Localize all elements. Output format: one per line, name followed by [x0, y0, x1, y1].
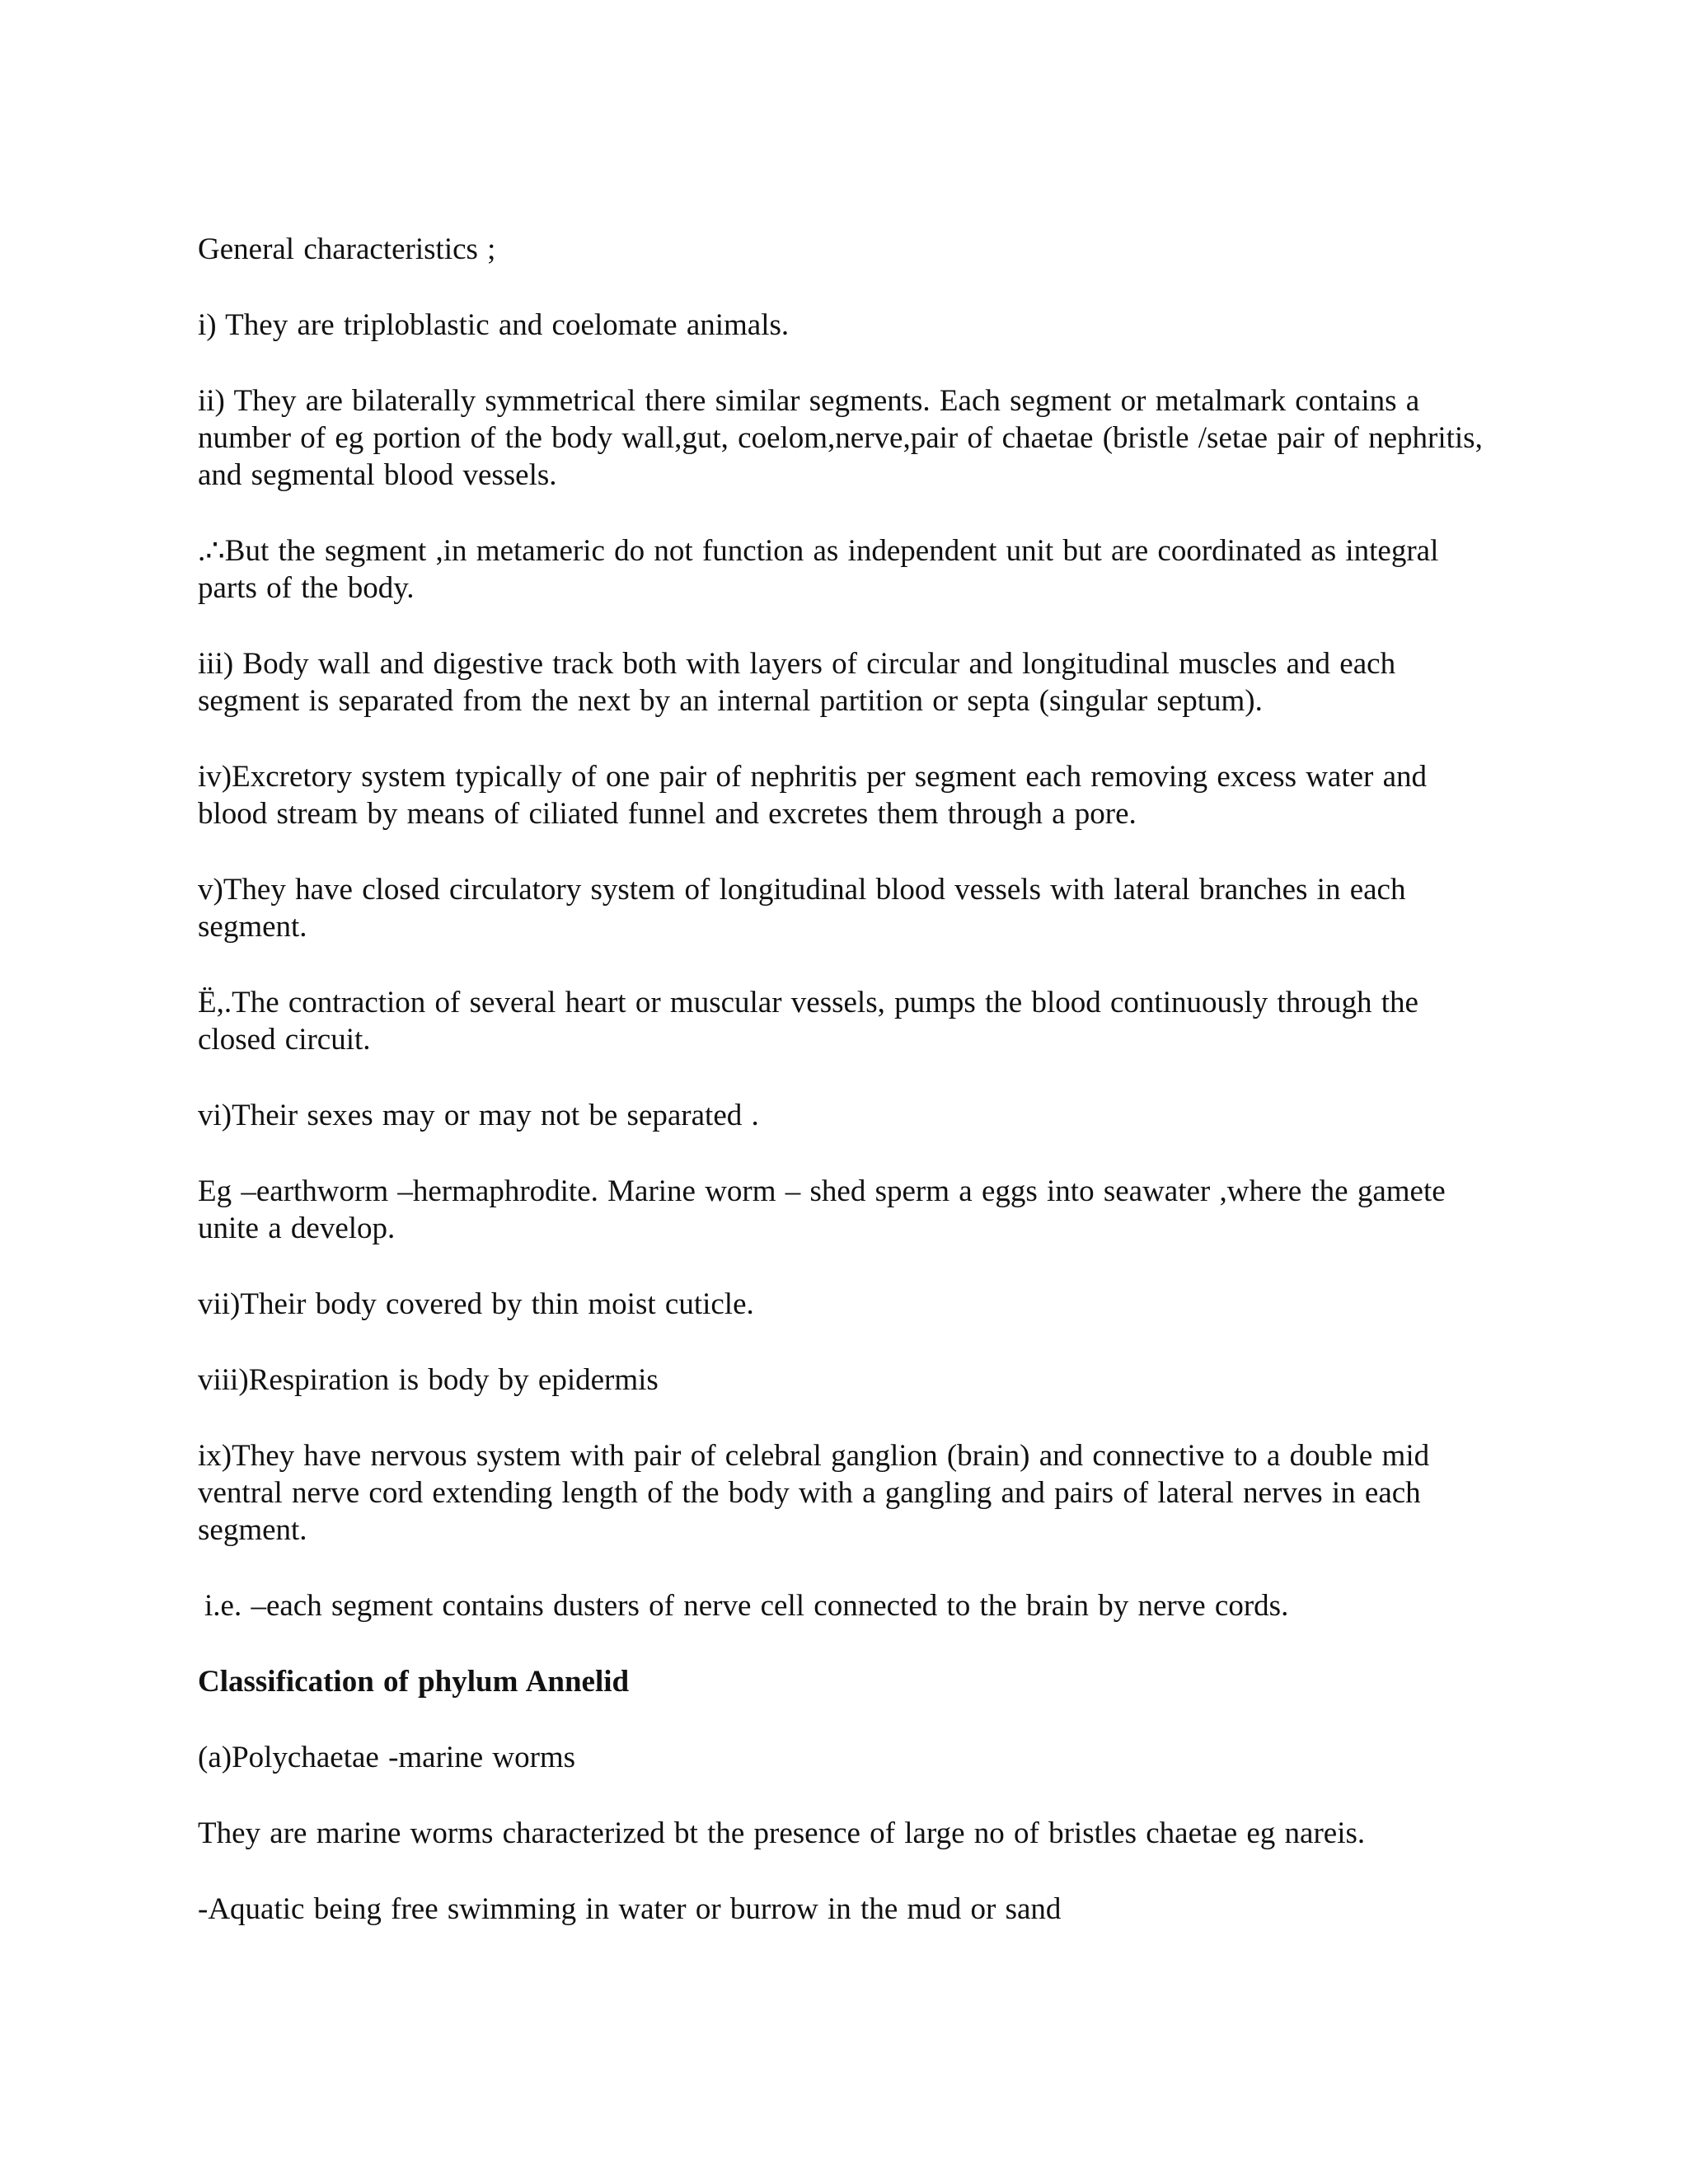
characteristic-item-vii: vii)Their body covered by thin moist cuticle. — [198, 1287, 754, 1321]
classification-a-description: They are marine worms characterized bt the presence of large no of bristles chaetae eg nareis. — [198, 1816, 1366, 1850]
note-ie: i.e. –each segment contains dusters of nerve cell connected to the brain by nerve cords. — [204, 1589, 1289, 1623]
note-example: Eg –earthworm –hermaphrodite. Marine worm – shed sperm a eggs into seawater ,where the gamete unite a develop. — [198, 1174, 1446, 1245]
characteristic-item-i: i) They are triploblastic and coelomate animals. — [198, 308, 790, 342]
characteristic-item-iii: iii) Body wall and digestive track both with layers of circular and longitudinal muscles and each segment is separated from the next by an internal partition or septa (singular septum). — [198, 647, 1396, 718]
characteristic-item-ix: ix)They have nervous system with pair of celebral ganglion (brain) and connective to a double mid ventral nerve cord extending length of the body with a gangling and pairs of lateral nerves in each segment. — [198, 1439, 1430, 1547]
characteristic-item-vi: vi)Their sexes may or may not be separated . — [198, 1099, 759, 1132]
document-body — [198, 231, 1484, 1966]
section-heading-general-characteristics: General characteristics ; — [198, 232, 496, 266]
characteristic-item-ii: ii) They are bilaterally symmetrical there similar segments. Each segment or metalmark contains a number of eg portion of the body wall,gut, coelom,nerve,pair of chaetae (bristle /setae pair of nephritis, and segmental blood vessels. — [198, 384, 1483, 492]
classification-item-a: (a)Polychaetae -marine worms — [198, 1741, 576, 1774]
characteristic-item-viii: viii)Respiration is body by epidermis — [198, 1363, 659, 1397]
characteristic-item-iv: iv)Excretory system typically of one pair of nephritis per segment each removing excess water and blood stream by means of ciliated funnel and excretes them through a pore. — [198, 760, 1428, 831]
section-heading-classification: Classification of phylum Annelid — [198, 1665, 630, 1699]
note-metameric: .∴But the segment ,in metameric do not function as independent unit but are coordinated as integral parts of the body. — [198, 534, 1439, 605]
note-contraction: Ë,.The contraction of several heart or muscular vessels, pumps the blood continuously through the closed circuit. — [198, 986, 1418, 1057]
classification-a-aquatic: -Aquatic being free swimming in water or burrow in the mud or sand — [198, 1892, 1062, 1926]
characteristic-item-v: v)They have closed circulatory system of longitudinal blood vessels with lateral branches in each segment. — [198, 873, 1406, 944]
